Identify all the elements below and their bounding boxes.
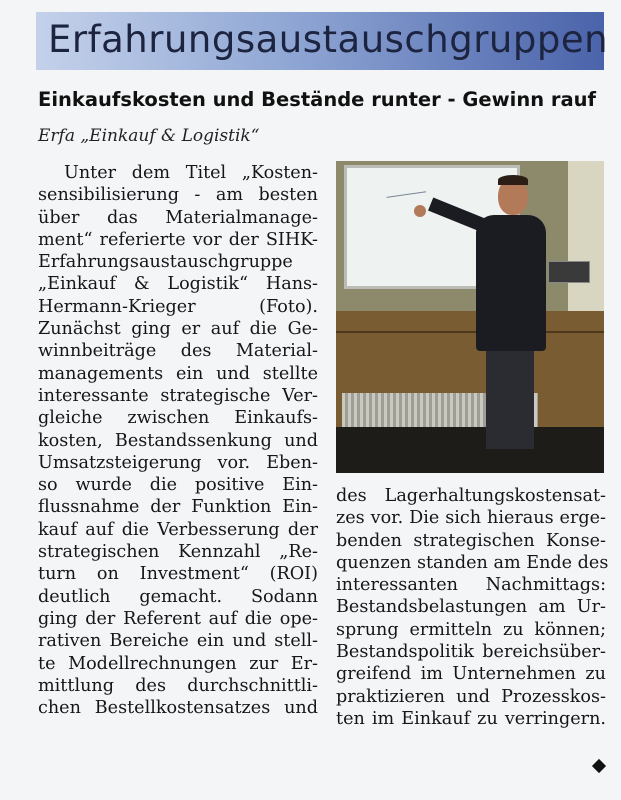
text-line: strategischen Kennzahl „Re- <box>38 542 318 563</box>
text-line: turn on Investment“ (ROI) <box>38 564 318 585</box>
text-line: sensibilisierung - am besten <box>38 185 318 206</box>
text-line: winnbeiträge des Material- <box>38 341 318 362</box>
text-line: benden strategischen Konse- <box>336 530 606 551</box>
text-line: flussnahme der Funktion Ein- <box>38 497 318 518</box>
text-line: mittlung des durchschnittli- <box>38 675 318 696</box>
text-line: chen Bestellkostensatzes und <box>38 698 318 719</box>
text-line: interessante strategische Ver- <box>38 385 318 406</box>
text-line: gleiche zwischen Einkaufs- <box>38 408 318 429</box>
photo-window <box>568 161 604 311</box>
text-line: zes vor. Die sich hieraus erge- <box>336 508 606 529</box>
text-line: rativen Bereiche ein und stell- <box>38 631 318 652</box>
text-line: Erfahrungsaustauschgruppe <box>38 252 293 273</box>
text-line: te Modellrechnungen zur Er- <box>38 653 318 674</box>
text-line: kosten, Bestandssenkung und <box>38 430 318 451</box>
text-line: so wurde die positive Ein- <box>38 475 318 496</box>
text-line: Unter dem Titel „Kosten- <box>64 163 318 183</box>
section-title: Erfahrungsaustauschgruppen <box>48 18 609 61</box>
text-line: des Lagerhaltungskostensat- <box>336 486 606 506</box>
text-line: ment“ referierte vor der SIHK- <box>38 229 318 250</box>
article-column-1 <box>38 162 318 719</box>
speaker-hand <box>414 205 426 217</box>
text-line: Bestandsbelastungen am Ur- <box>336 597 606 618</box>
text-line: praktizieren und Prozesskos- <box>336 686 606 707</box>
text-line: ging der Referent auf die ope- <box>38 608 318 629</box>
cabinet-edge <box>336 331 604 333</box>
text-line: Hermann-Krieger (Foto). <box>38 296 318 317</box>
speaker-hair <box>498 175 528 185</box>
text-line: „Einkauf & Logistik“ Hans- <box>38 274 318 295</box>
text-line: quenzen standen am Ende des <box>336 552 609 573</box>
text-line: ten im Einkauf zu verringern. <box>336 708 606 729</box>
section-banner <box>36 12 609 70</box>
end-mark-icon <box>592 759 606 773</box>
text-line: über das Materialmanage- <box>38 207 318 228</box>
text-line: managements ein und stellte <box>38 363 318 384</box>
article-headline: Einkaufskosten und Bestände runter - Gewinn rauf <box>38 88 597 111</box>
speaker-photo <box>336 161 604 473</box>
floor <box>336 427 604 473</box>
text-line: deutlich gemacht. Sodann <box>38 586 318 607</box>
text-line: Zunächst ging er auf die Ge- <box>38 319 318 340</box>
text-line: greifend im Unternehmen zu <box>336 664 606 685</box>
text-line: sprung ermitteln zu können; <box>336 619 606 640</box>
speaker-body <box>476 215 546 351</box>
text-line: kauf auf die Verbesserung der <box>38 519 318 540</box>
text-line: interessanten Nachmittags: <box>336 575 606 596</box>
speaker-legs <box>486 349 534 449</box>
text-line: Umsatzsteigerung vor. Eben- <box>38 452 318 473</box>
article-column-2 <box>336 485 609 730</box>
article-subhead: Erfa „Einkauf & Logistik“ <box>38 126 260 146</box>
text-line: Bestandspolitik bereichsüber- <box>336 642 606 663</box>
equipment-case <box>548 261 590 283</box>
